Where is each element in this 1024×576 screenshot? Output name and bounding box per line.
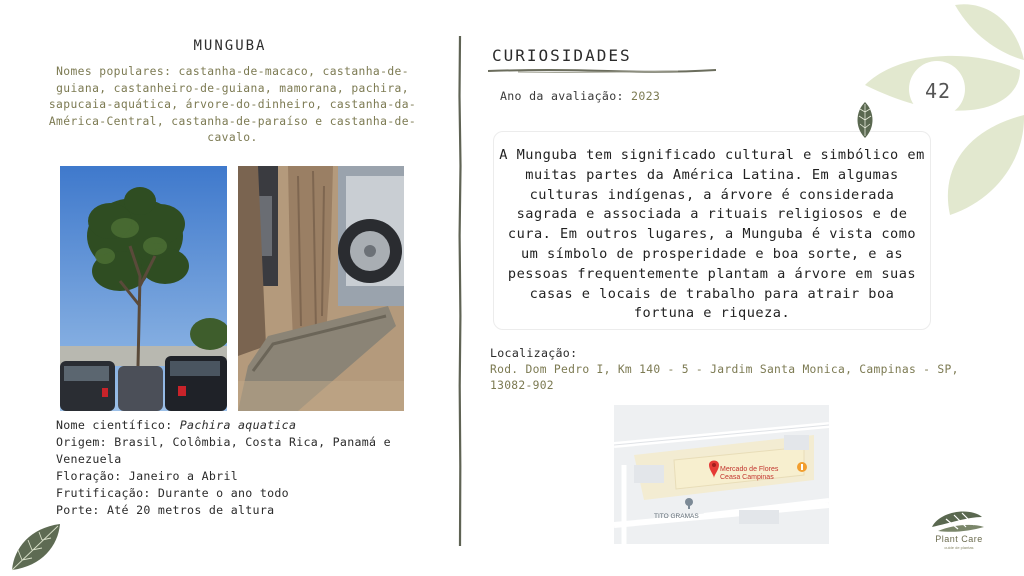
curiosity-text: A Munguba tem significado cultural e simbólico em muitas partes da América Latina. Em algumas culturas indígenas, a árvore é considerada sagrada e associada a rituais religiosos e de cura. Em outros lugares, a Munguba é vista como um símbolo de prosperidade e boa sorte, e as pessoas frequentemente plantam a árvore em suas casas e locais de trabalho para atrair boa fortuna e riqueza.: [499, 147, 925, 322]
location-map[interactable]: [614, 405, 829, 544]
flowering-row: Floração: Janeiro a Abril: [56, 469, 239, 483]
map-poi-orange-icon: [797, 462, 807, 472]
scientific-name-label: Nome científico:: [56, 418, 180, 432]
decorative-leaves: [855, 0, 1024, 230]
vertical-divider: [457, 36, 463, 546]
map-place-line2: Ceasa Campinas: [720, 474, 774, 481]
brand-name: Plant Care: [935, 534, 983, 544]
leaf-icon: [853, 100, 877, 140]
title-underline: [488, 66, 716, 76]
plant-details: [56, 417, 446, 519]
tree-photo: [60, 166, 227, 411]
origin-row: Origem: Brasil, Colômbia, Costa Rica, Panamá e Venezuela: [56, 435, 391, 466]
leaf-corner-icon: [8, 520, 64, 572]
map-place-line1: Mercado de Flores: [720, 466, 779, 473]
page-number: 42: [924, 79, 952, 103]
popular-names: Nomes populares: castanha-de-macaco, castanha-de-guiana, castanheiro-de-guiana, mamorana, pachira, sapucaia-aquática, árvore-do-dinheiro, castanha-da-América-Central, castanha-de-paraíso e castanha-de-cavalo.: [48, 65, 417, 144]
evaluation-year: [500, 89, 660, 103]
location-address: Rod. Dom Pedro I, Km 140 - 5 - Jardim Santa Monica, Campinas - SP, 13082-902: [490, 363, 959, 392]
year-label: Ano da avaliação:: [500, 89, 632, 103]
year-value: 2023: [631, 89, 661, 103]
size-row: Porte: Até 20 metros de altura: [56, 503, 275, 517]
plant-name-title: MUNGUBA: [193, 38, 267, 54]
trunk-photo: [238, 166, 404, 411]
fruiting-row: Frutificação: Durante o ano todo: [56, 486, 289, 500]
map-poi-label: TITO GRAMAS: [654, 513, 699, 520]
brand-tagline: cuide de plantas: [944, 545, 974, 550]
location-label: Localização:: [490, 346, 578, 360]
scientific-name: Pachira aquatica: [179, 418, 297, 432]
curiosities-title: CURIOSIDADES: [492, 46, 632, 65]
scientific-name-row: [56, 417, 446, 434]
